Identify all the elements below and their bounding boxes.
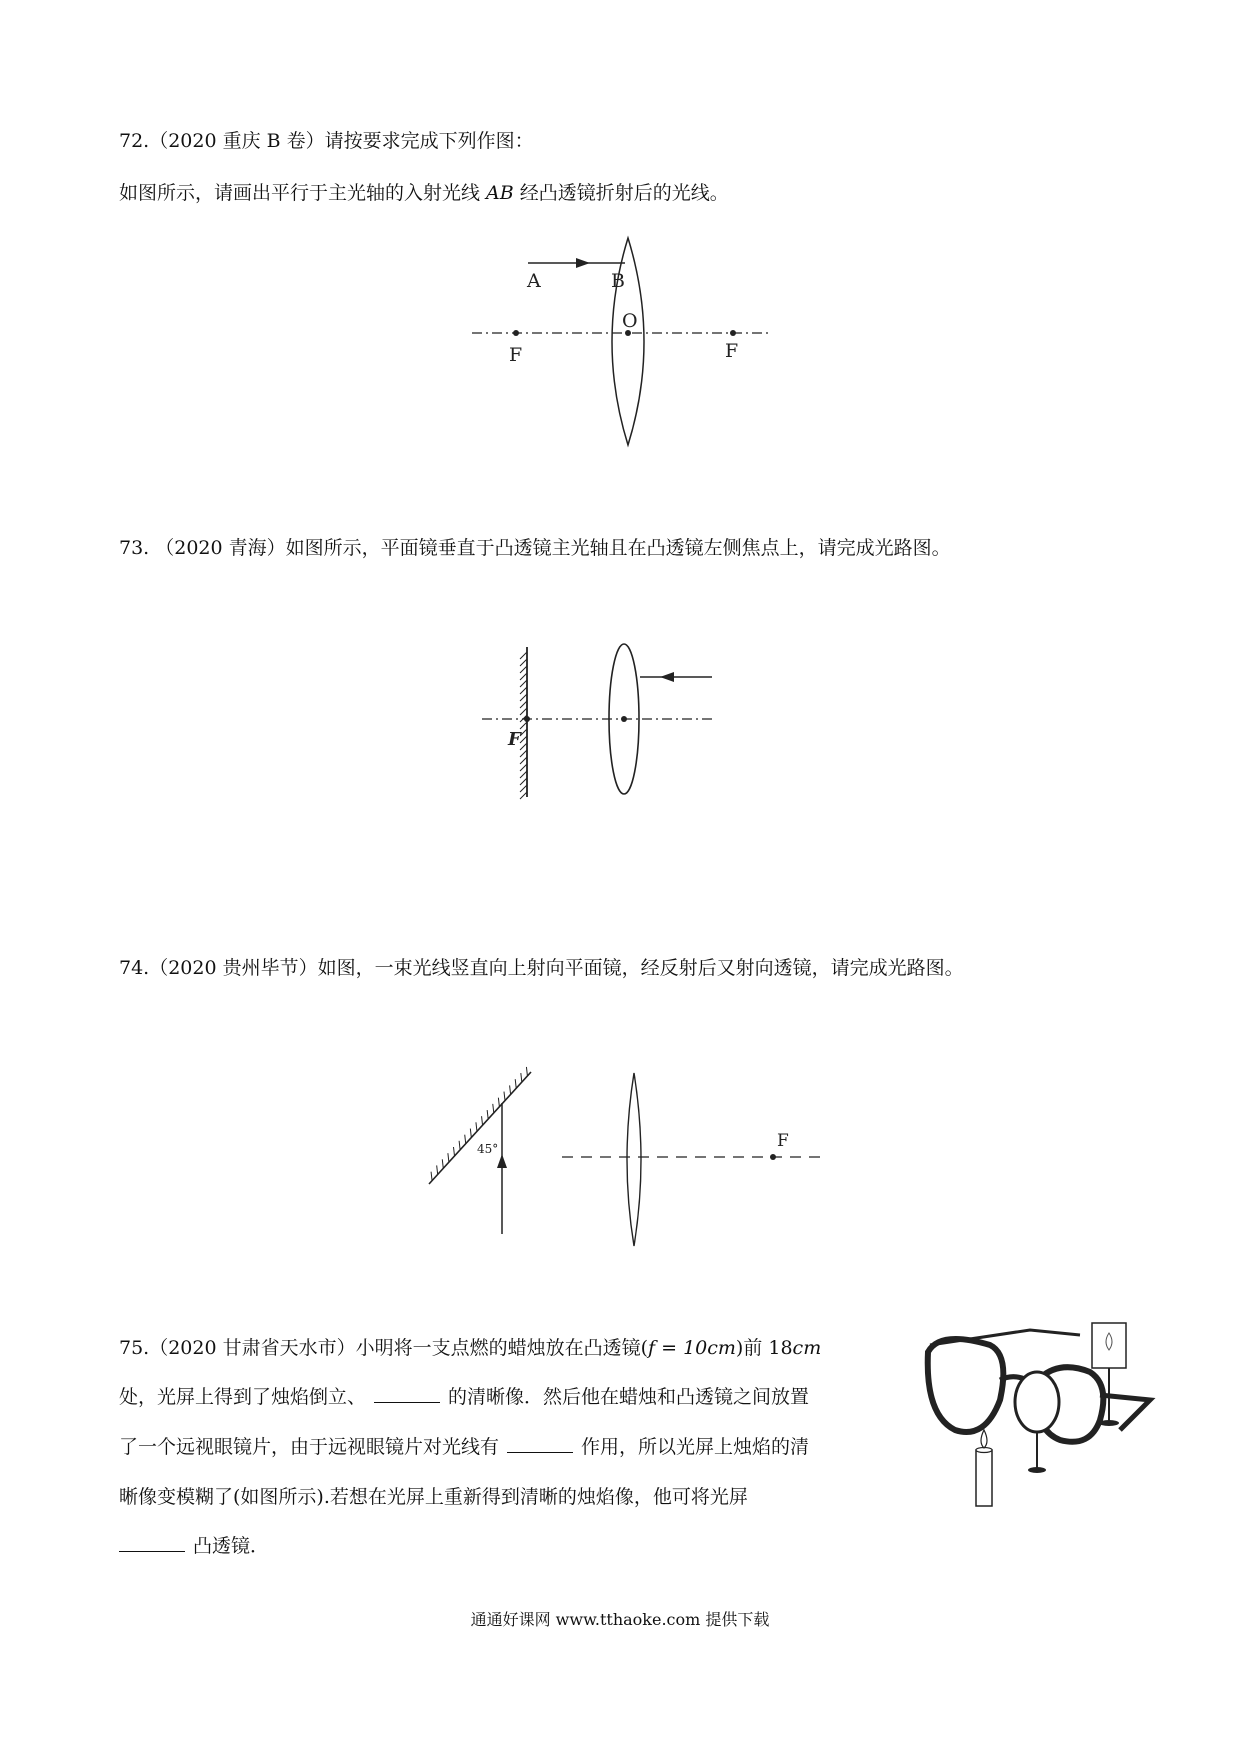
q75-line-3-pre: 了一个远视眼镜片，由于远视眼镜片对光线有 (119, 1436, 500, 1458)
q72-text-post: 经凸透镜折射后的光线。 (513, 182, 729, 204)
page-footer: 通通好课网 www.tthaoke.com 提供下载 (470, 1610, 770, 1629)
q75-line-4: 晰像变模糊了(如图所示).若想在光屏上重新得到清晰的烛焰像，他可将光屏 (119, 1486, 748, 1508)
q75-line-1-pre: 75.（2020 甘肃省天水市）小明将一支点燃的蜡烛放在凸透镜( (119, 1337, 649, 1359)
q75-line-1-post: )前 18 (735, 1337, 793, 1359)
q72-label-o: O (622, 310, 638, 332)
q75-formula: f = 10cm (648, 1337, 736, 1359)
q74-label-f: F (777, 1131, 789, 1151)
q74-angle-label: 45° (477, 1142, 499, 1156)
q72-label-f-left: F (509, 344, 523, 366)
q73-title: 73. （2020 青海）如图所示，平面镜垂直于凸透镜主光轴且在凸透镜左侧焦点上，请完成光路图。 (119, 537, 951, 559)
q75-lens-stand-base (1028, 1467, 1046, 1473)
q75-spectacle-lens (1015, 1372, 1059, 1432)
q75-line-2-post: 的清晰像．然后他在蜡烛和凸透镜之间放置 (448, 1386, 810, 1408)
q72-label-a: A (527, 270, 541, 292)
q75-light-screen (1092, 1323, 1126, 1368)
q75-glasses-left-rim (928, 1339, 1004, 1432)
q73-label-f: F (508, 729, 521, 750)
q72-label-b: B (611, 270, 625, 292)
q75-line-2-pre: 处，光屏上得到了烛焰倒立、 (119, 1386, 367, 1408)
q75-unit: cm (792, 1337, 822, 1359)
q72-text-var: AB (486, 182, 514, 204)
q75-line-5-post: 凸透镜． (193, 1535, 270, 1557)
q72-title: 72.（2020 重庆 B 卷）请按要求完成下列作图： (119, 130, 534, 152)
q75-line-3-post: 作用，所以光屏上烛焰的清 (581, 1436, 810, 1458)
q72-text-pre: 如图所示，请画出平行于主光轴的入射光线 (119, 182, 487, 204)
q72-label-f-right: F (725, 340, 739, 362)
q75-candle (976, 1450, 992, 1506)
q74-title: 74.（2020 贵州毕节）如图，一束光线竖直向上射向平面镜，经反射后又射向透镜，请完成光路图。 (119, 957, 964, 979)
q75-screen-stand-base (1099, 1420, 1119, 1426)
q75-candle-flame (981, 1430, 987, 1448)
